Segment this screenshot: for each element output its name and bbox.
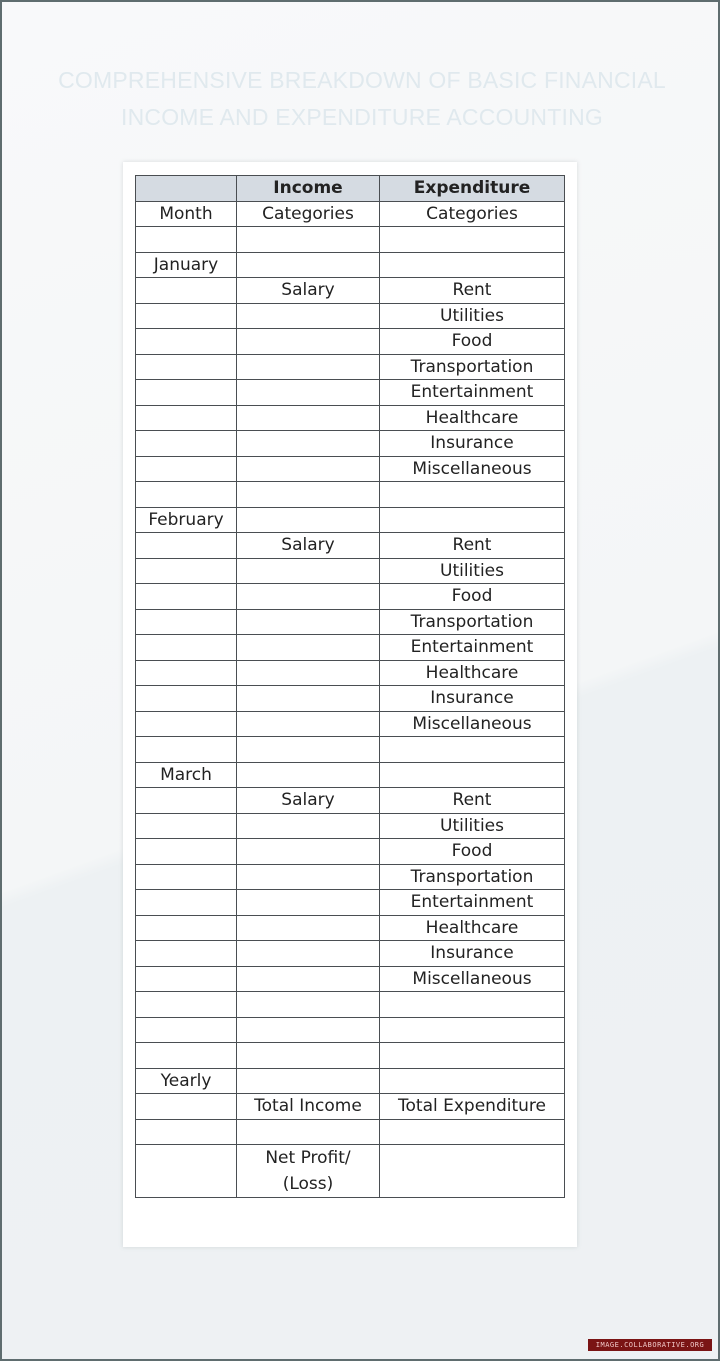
income-cell: Salary <box>237 788 380 814</box>
table-row <box>136 941 565 967</box>
watermark: IMAGE.COLLABORATIVE.ORG <box>588 1339 712 1351</box>
expenditure-cell: Transportation <box>380 354 565 380</box>
table-row <box>136 813 565 839</box>
income-cell <box>237 482 380 508</box>
expenditure-cell <box>380 1068 565 1094</box>
income-cell <box>237 966 380 992</box>
month-cell <box>136 1119 237 1145</box>
expenditure-cell: Healthcare <box>380 405 565 431</box>
income-cell <box>237 609 380 635</box>
income-cell <box>237 941 380 967</box>
table-row <box>136 405 565 431</box>
table-row <box>136 1043 565 1069</box>
month-cell <box>136 686 237 712</box>
income-cell <box>237 456 380 482</box>
month-cell <box>136 915 237 941</box>
month-cell <box>136 941 237 967</box>
table-row <box>136 278 565 304</box>
income-cell <box>237 839 380 865</box>
expenditure-cell: Transportation <box>380 864 565 890</box>
month-cell <box>136 303 237 329</box>
income-cell <box>237 227 380 253</box>
income-cell <box>237 329 380 355</box>
income-cell <box>237 660 380 686</box>
expenditure-cell <box>380 1017 565 1043</box>
income-cell: Categories <box>237 201 380 227</box>
table-row <box>136 482 565 508</box>
income-cell <box>237 1043 380 1069</box>
table-row <box>136 354 565 380</box>
table-row <box>136 737 565 763</box>
income-cell <box>237 252 380 278</box>
income-cell <box>237 1068 380 1094</box>
month-cell <box>136 1094 237 1120</box>
expenditure-cell: Utilities <box>380 558 565 584</box>
expenditure-cell: Entertainment <box>380 380 565 406</box>
month-cell <box>136 966 237 992</box>
income-cell <box>237 354 380 380</box>
expenditure-cell: Entertainment <box>380 890 565 916</box>
expenditure-cell <box>380 227 565 253</box>
month-cell <box>136 227 237 253</box>
table-row <box>136 303 565 329</box>
expenditure-cell <box>380 737 565 763</box>
month-cell <box>136 558 237 584</box>
table-row <box>136 992 565 1018</box>
table-row <box>136 431 565 457</box>
header-cell-expenditure: Expenditure <box>380 176 565 202</box>
expenditure-cell: Healthcare <box>380 915 565 941</box>
income-cell <box>237 635 380 661</box>
month-cell <box>136 839 237 865</box>
expenditure-cell: Rent <box>380 533 565 559</box>
table-row <box>136 762 565 788</box>
expenditure-cell: Food <box>380 839 565 865</box>
table-row <box>136 533 565 559</box>
income-cell <box>237 405 380 431</box>
expenditure-cell: Rent <box>380 278 565 304</box>
table-row <box>136 635 565 661</box>
expenditure-cell <box>380 507 565 533</box>
expenditure-cell: Miscellaneous <box>380 966 565 992</box>
title-line-2: INCOME AND EXPENDITURE ACCOUNTING <box>121 104 603 130</box>
expenditure-cell <box>380 1043 565 1069</box>
table-row <box>136 329 565 355</box>
table-row <box>136 227 565 253</box>
table-row <box>136 1119 565 1145</box>
month-cell <box>136 711 237 737</box>
income-cell <box>237 380 380 406</box>
month-cell <box>136 533 237 559</box>
table-row <box>136 966 565 992</box>
income-cell <box>237 303 380 329</box>
expenditure-cell: Categories <box>380 201 565 227</box>
expenditure-cell: Miscellaneous <box>380 456 565 482</box>
month-cell: January <box>136 252 237 278</box>
month-cell: Yearly <box>136 1068 237 1094</box>
table-row <box>136 788 565 814</box>
income-cell <box>237 813 380 839</box>
table-row <box>136 584 565 610</box>
document-title <box>2 62 720 136</box>
table-row <box>136 201 565 227</box>
table-row <box>136 507 565 533</box>
month-cell <box>136 890 237 916</box>
expenditure-cell: Total Expenditure <box>380 1094 565 1120</box>
income-cell <box>237 1119 380 1145</box>
month-cell <box>136 660 237 686</box>
title-line-1: COMPREHENSIVE BREAKDOWN OF BASIC FINANCIAL <box>58 67 666 93</box>
table-row <box>136 915 565 941</box>
income-cell <box>237 737 380 763</box>
month-cell <box>136 354 237 380</box>
table-row <box>136 839 565 865</box>
month-cell: Month <box>136 201 237 227</box>
expenditure-cell: Rent <box>380 788 565 814</box>
table-row <box>136 380 565 406</box>
header-cell-income: Income <box>237 176 380 202</box>
income-cell <box>237 864 380 890</box>
month-cell <box>136 482 237 508</box>
expenditure-cell: Food <box>380 329 565 355</box>
table-row <box>136 864 565 890</box>
income-expenditure-table <box>135 175 565 1198</box>
month-cell <box>136 992 237 1018</box>
expenditure-cell: Miscellaneous <box>380 711 565 737</box>
expenditure-cell <box>380 762 565 788</box>
table-row <box>136 252 565 278</box>
expenditure-cell: Insurance <box>380 686 565 712</box>
income-cell <box>237 711 380 737</box>
month-cell <box>136 788 237 814</box>
month-cell <box>136 609 237 635</box>
table-row <box>136 890 565 916</box>
table-row <box>136 1017 565 1043</box>
month-cell: February <box>136 507 237 533</box>
month-cell <box>136 1017 237 1043</box>
month-cell <box>136 380 237 406</box>
table-row <box>136 558 565 584</box>
income-cell <box>237 1017 380 1043</box>
expenditure-cell <box>380 1119 565 1145</box>
expenditure-cell: Food <box>380 584 565 610</box>
expenditure-cell: Entertainment <box>380 635 565 661</box>
expenditure-cell <box>380 252 565 278</box>
expenditure-cell: Insurance <box>380 941 565 967</box>
income-cell: Net Profit/ (Loss) <box>237 1145 380 1198</box>
income-cell: Salary <box>237 533 380 559</box>
month-cell <box>136 635 237 661</box>
month-cell <box>136 405 237 431</box>
table-row <box>136 1094 565 1120</box>
table-row <box>136 456 565 482</box>
expenditure-cell <box>380 992 565 1018</box>
income-cell <box>237 686 380 712</box>
expenditure-cell <box>380 482 565 508</box>
month-cell <box>136 737 237 763</box>
month-cell <box>136 1043 237 1069</box>
table-row <box>136 609 565 635</box>
income-cell <box>237 558 380 584</box>
table-row <box>136 1068 565 1094</box>
income-cell <box>237 584 380 610</box>
table-row <box>136 660 565 686</box>
expenditure-cell <box>380 1145 565 1198</box>
expenditure-cell: Utilities <box>380 813 565 839</box>
expenditure-cell: Insurance <box>380 431 565 457</box>
month-cell <box>136 864 237 890</box>
income-cell <box>237 890 380 916</box>
expenditure-cell: Utilities <box>380 303 565 329</box>
income-cell <box>237 507 380 533</box>
header-cell-blank <box>136 176 237 202</box>
month-cell <box>136 456 237 482</box>
income-cell <box>237 915 380 941</box>
income-cell: Salary <box>237 278 380 304</box>
table-header-row <box>136 176 565 202</box>
table-row <box>136 711 565 737</box>
income-cell: Total Income <box>237 1094 380 1120</box>
month-cell <box>136 431 237 457</box>
month-cell <box>136 813 237 839</box>
income-cell <box>237 762 380 788</box>
expenditure-cell: Healthcare <box>380 660 565 686</box>
month-cell: March <box>136 762 237 788</box>
month-cell <box>136 584 237 610</box>
month-cell <box>136 278 237 304</box>
table-row <box>136 1145 565 1198</box>
income-cell <box>237 431 380 457</box>
income-cell <box>237 992 380 1018</box>
expenditure-cell: Transportation <box>380 609 565 635</box>
table-row <box>136 686 565 712</box>
month-cell <box>136 329 237 355</box>
month-cell <box>136 1145 237 1198</box>
